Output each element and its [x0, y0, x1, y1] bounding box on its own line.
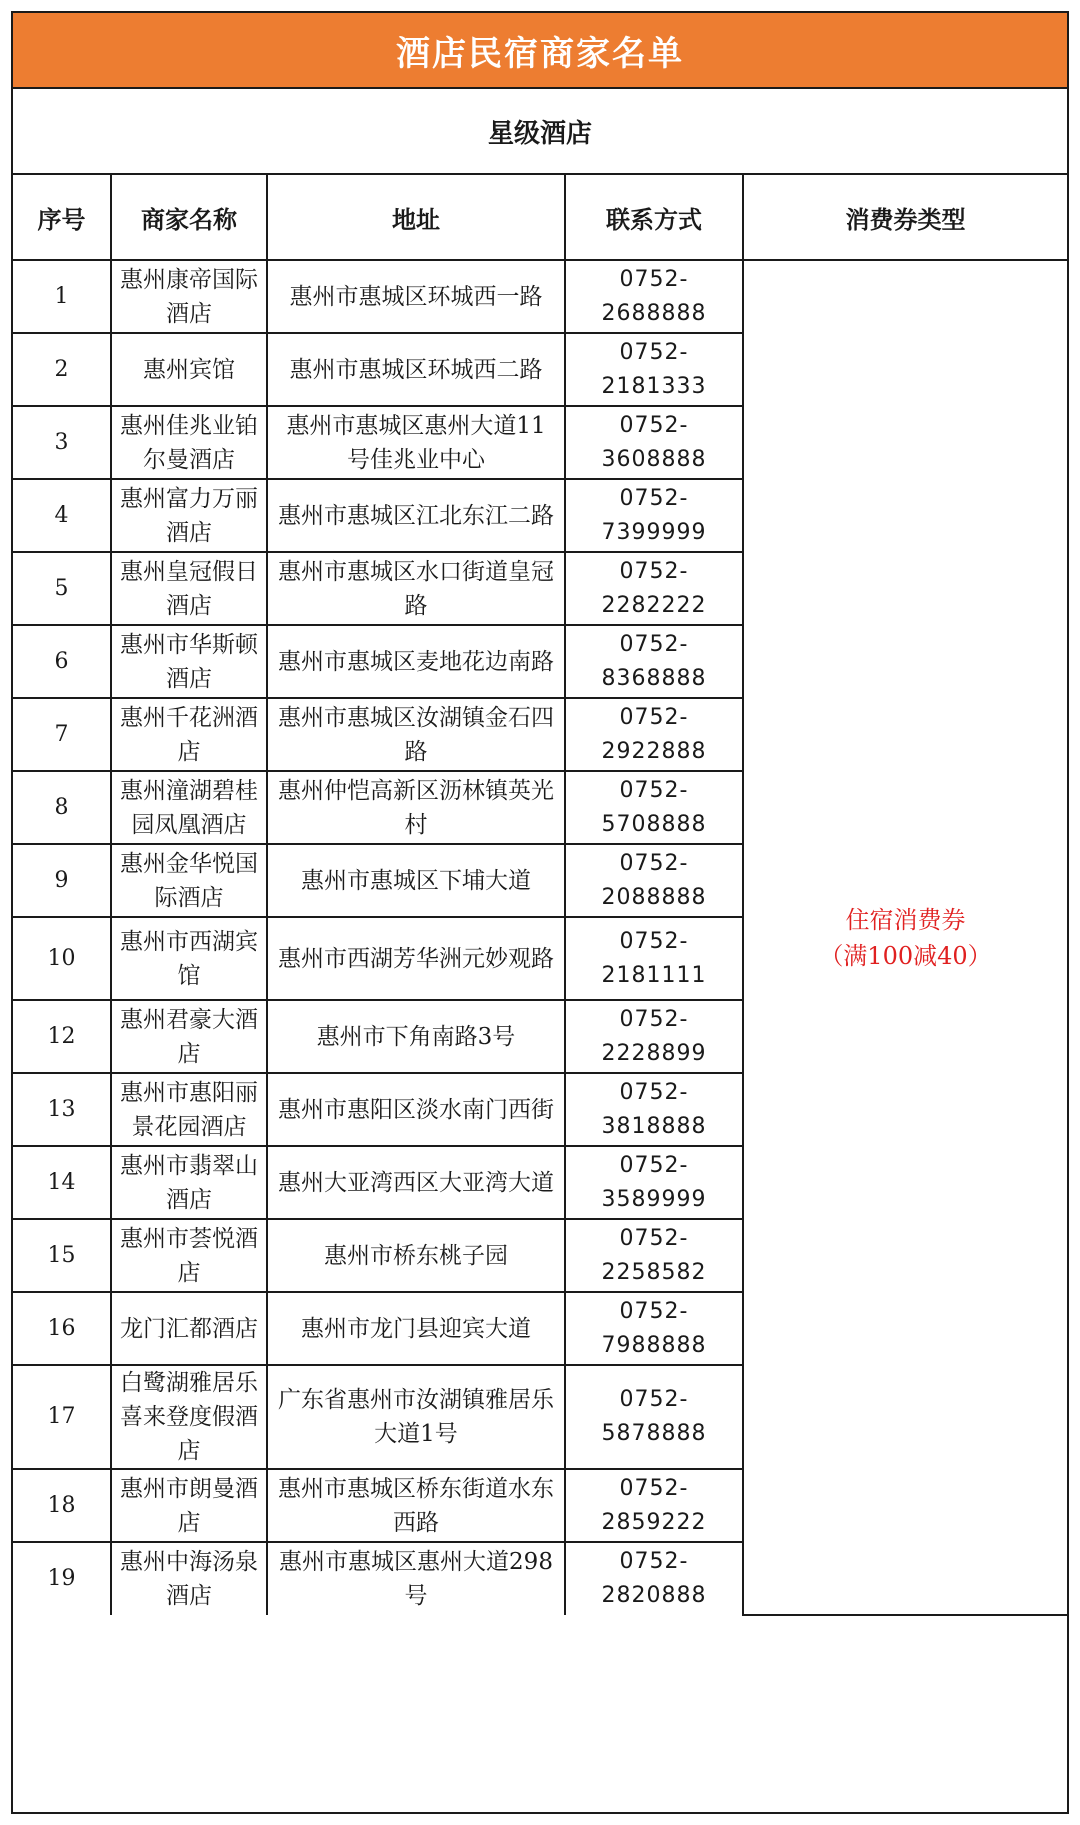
merchant-phone: 0752-2181333: [565, 333, 743, 406]
row-number: 9: [13, 844, 111, 917]
voucher-type-label: 住宿消费券: [845, 905, 966, 934]
merchant-name: 惠州佳兆业铂尔曼酒店: [111, 406, 267, 479]
row-number: 2: [13, 333, 111, 406]
row-number: 17: [13, 1365, 111, 1469]
row-number: 5: [13, 552, 111, 625]
section-title: 星级酒店: [13, 89, 1067, 175]
merchant-phone: 0752-2820888: [565, 1542, 743, 1615]
merchant-address: 惠州市西湖芳华洲元妙观路: [267, 917, 565, 1000]
merchant-phone: 0752-2688888: [565, 260, 743, 333]
merchant-list-sheet: [11, 11, 1069, 1814]
row-number: 19: [13, 1542, 111, 1615]
row-number: 16: [13, 1292, 111, 1365]
row-number: 6: [13, 625, 111, 698]
table-body: [13, 260, 1067, 1615]
merchant-table: [13, 175, 1067, 1616]
page-title: 酒店民宿商家名单: [13, 13, 1067, 89]
merchant-phone: 0752-3608888: [565, 406, 743, 479]
merchant-name: 惠州中海汤泉酒店: [111, 1542, 267, 1615]
merchant-name: 惠州市华斯顿酒店: [111, 625, 267, 698]
merchant-address: 惠州仲恺高新区沥林镇英光村: [267, 771, 565, 844]
merchant-address: 惠州市惠城区桥东街道水东西路: [267, 1469, 565, 1542]
row-number: 4: [13, 479, 111, 552]
merchant-name: 惠州康帝国际酒店: [111, 260, 267, 333]
merchant-address: 惠州市惠城区江北东江二路: [267, 479, 565, 552]
merchant-name: 龙门汇都酒店: [111, 1292, 267, 1365]
row-number: 13: [13, 1073, 111, 1146]
merchant-address: 惠州市惠城区汝湖镇金石四路: [267, 698, 565, 771]
table-row: [13, 260, 1067, 333]
merchant-phone: 0752-2228899: [565, 1000, 743, 1073]
merchant-phone: 0752-2859222: [565, 1469, 743, 1542]
merchant-address: 惠州大亚湾西区大亚湾大道: [267, 1146, 565, 1219]
row-number: 10: [13, 917, 111, 1000]
merchant-name: 惠州市西湖宾馆: [111, 917, 267, 1000]
merchant-phone: 0752-5878888: [565, 1365, 743, 1469]
table-header-row: [13, 175, 1067, 260]
merchant-phone: 0752-2088888: [565, 844, 743, 917]
merchant-address: 惠州市惠阳区淡水南门西街: [267, 1073, 565, 1146]
merchant-name: 惠州市朗曼酒店: [111, 1469, 267, 1542]
voucher-condition-label: （满100减40）: [819, 941, 992, 970]
merchant-address: 惠州市惠城区环城西一路: [267, 260, 565, 333]
merchant-phone: 0752-3818888: [565, 1073, 743, 1146]
column-header-address: 地址: [267, 175, 565, 260]
merchant-address: 惠州市惠城区麦地花边南路: [267, 625, 565, 698]
merchant-name: 惠州君豪大酒店: [111, 1000, 267, 1073]
column-header-name: 商家名称: [111, 175, 267, 260]
merchant-name: 白鹭湖雅居乐喜来登度假酒店: [111, 1365, 267, 1469]
merchant-address: 惠州市惠城区惠州大道11号佳兆业中心: [267, 406, 565, 479]
merchant-address: 惠州市惠城区惠州大道298号: [267, 1542, 565, 1615]
merchant-name: 惠州市翡翠山酒店: [111, 1146, 267, 1219]
merchant-phone: 0752-2258582: [565, 1219, 743, 1292]
row-number: 15: [13, 1219, 111, 1292]
merchant-name: 惠州市惠阳丽景花园酒店: [111, 1073, 267, 1146]
merchant-phone: 0752-8368888: [565, 625, 743, 698]
column-header-phone: 联系方式: [565, 175, 743, 260]
merchant-name: 惠州金华悦国际酒店: [111, 844, 267, 917]
merchant-name: 惠州潼湖碧桂园凤凰酒店: [111, 771, 267, 844]
merchant-phone: 0752-2181111: [565, 917, 743, 1000]
merchant-name: 惠州市荟悦酒店: [111, 1219, 267, 1292]
merchant-address: 惠州市惠城区水口街道皇冠路: [267, 552, 565, 625]
merchant-address: 惠州市惠城区环城西二路: [267, 333, 565, 406]
merchant-name: 惠州皇冠假日酒店: [111, 552, 267, 625]
voucher-type-cell: [743, 260, 1067, 1615]
row-number: 14: [13, 1146, 111, 1219]
row-number: 7: [13, 698, 111, 771]
merchant-phone: 0752-2922888: [565, 698, 743, 771]
merchant-name: 惠州千花洲酒店: [111, 698, 267, 771]
row-number: 12: [13, 1000, 111, 1073]
column-header-no: 序号: [13, 175, 111, 260]
merchant-name: 惠州宾馆: [111, 333, 267, 406]
merchant-phone: 0752-7988888: [565, 1292, 743, 1365]
merchant-address: 惠州市惠城区下埔大道: [267, 844, 565, 917]
merchant-phone: 0752-5708888: [565, 771, 743, 844]
merchant-phone: 0752-7399999: [565, 479, 743, 552]
merchant-address: 惠州市龙门县迎宾大道: [267, 1292, 565, 1365]
row-number: 8: [13, 771, 111, 844]
row-number: 18: [13, 1469, 111, 1542]
row-number: 3: [13, 406, 111, 479]
merchant-phone: 0752-2282222: [565, 552, 743, 625]
merchant-name: 惠州富力万丽酒店: [111, 479, 267, 552]
merchant-address: 惠州市桥东桃子园: [267, 1219, 565, 1292]
column-header-voucher-type: 消费券类型: [743, 175, 1067, 260]
row-number: 1: [13, 260, 111, 333]
merchant-address: 惠州市下角南路3号: [267, 1000, 565, 1073]
merchant-phone: 0752-3589999: [565, 1146, 743, 1219]
merchant-address: 广东省惠州市汝湖镇雅居乐大道1号: [267, 1365, 565, 1469]
